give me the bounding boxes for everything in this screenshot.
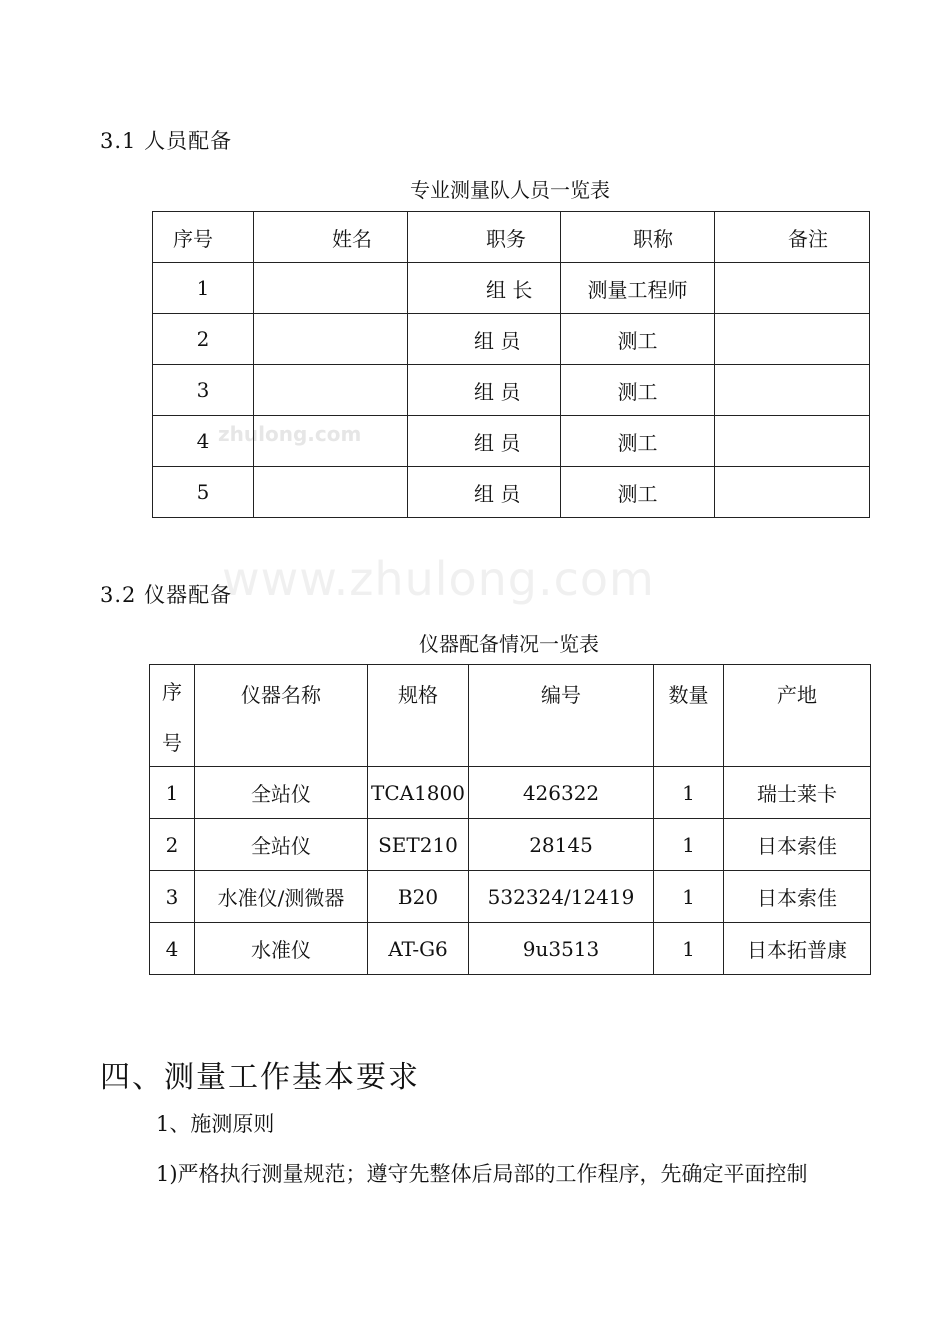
- instrument-header-name: 仪器名称: [195, 665, 368, 767]
- staff-cell-remarks: [715, 467, 870, 518]
- instrument-cell-origin: 日本索佳: [724, 871, 871, 923]
- watermark-small: zhulong.com: [218, 422, 362, 446]
- staff-table: [152, 211, 870, 518]
- section-3-1-heading: 3.1 人员配备: [100, 129, 233, 153]
- instrument-header-spec: 规格: [368, 665, 469, 767]
- instrument-header-serial: 编号: [469, 665, 654, 767]
- table-row: [150, 767, 871, 819]
- watermark-large: www.zhulong.com: [222, 552, 655, 606]
- instrument-cell-quantity: 1: [654, 923, 724, 975]
- staff-cell-remarks: [715, 263, 870, 314]
- section-4-heading: 四、测量工作基本要求: [100, 1060, 420, 1095]
- staff-cell-title: 测工: [561, 365, 715, 416]
- instrument-header-index-top: 序: [162, 680, 182, 704]
- staff-cell-title: 测工: [561, 467, 715, 518]
- instrument-cell-serial: 28145: [469, 819, 654, 871]
- instrument-cell-quantity: 1: [654, 819, 724, 871]
- instrument-table-caption: 仪器配备情况一览表: [419, 632, 599, 656]
- staff-cell-position: 组 员: [408, 416, 561, 467]
- instrument-cell-spec: B20: [368, 871, 469, 923]
- staff-header-title: 职称: [561, 212, 715, 263]
- staff-cell-position: 组 员: [408, 365, 561, 416]
- instrument-cell-quantity: 1: [654, 871, 724, 923]
- instrument-header-quantity: 数量: [654, 665, 724, 767]
- staff-header-index: 序号: [153, 212, 254, 263]
- instrument-cell-origin: 日本索佳: [724, 819, 871, 871]
- instrument-cell-name: 全站仪: [195, 819, 368, 871]
- staff-cell-title: 测工: [561, 416, 715, 467]
- staff-cell-position: 组 长: [408, 263, 561, 314]
- table-row: [153, 416, 870, 467]
- staff-cell-index: 4: [153, 416, 254, 467]
- instrument-table: [149, 664, 871, 975]
- table-row: [150, 819, 871, 871]
- instrument-cell-serial: 532324/12419: [469, 871, 654, 923]
- staff-cell-position: 组 员: [408, 314, 561, 365]
- staff-cell-title: 测工: [561, 314, 715, 365]
- instrument-cell-quantity: 1: [654, 767, 724, 819]
- staff-cell-name: [254, 365, 408, 416]
- staff-cell-index: 2: [153, 314, 254, 365]
- instrument-cell-spec: AT-G6: [368, 923, 469, 975]
- instrument-header-origin: 产地: [724, 665, 871, 767]
- staff-table-header-row: [153, 212, 870, 263]
- instrument-cell-index: 2: [150, 819, 195, 871]
- staff-cell-name: [254, 467, 408, 518]
- staff-cell-remarks: [715, 365, 870, 416]
- instrument-cell-origin: 日本拓普康: [724, 923, 871, 975]
- table-row: [150, 923, 871, 975]
- table-row: [153, 314, 870, 365]
- instrument-header-index: [150, 665, 195, 767]
- table-row: [153, 365, 870, 416]
- staff-header-remarks: 备注: [715, 212, 870, 263]
- staff-cell-remarks: [715, 314, 870, 365]
- section-4-sub-heading: 1、施测原则: [156, 1112, 275, 1136]
- section-4-paragraph: 1)严格执行测量规范；遵守先整体后局部的工作程序，先确定平面控制: [156, 1162, 808, 1186]
- staff-table-caption: 专业测量队人员一览表: [410, 178, 610, 202]
- instrument-cell-origin: 瑞士莱卡: [724, 767, 871, 819]
- table-row: [150, 871, 871, 923]
- staff-cell-position: 组 员: [408, 467, 561, 518]
- staff-cell-remarks: [715, 416, 870, 467]
- staff-cell-index: 3: [153, 365, 254, 416]
- instrument-cell-serial: 9u3513: [469, 923, 654, 975]
- instrument-cell-name: 全站仪: [195, 767, 368, 819]
- staff-header-name: 姓名: [254, 212, 408, 263]
- staff-cell-index: 5: [153, 467, 254, 518]
- instrument-cell-spec: TCA1800: [368, 767, 469, 819]
- staff-cell-name: [254, 416, 408, 467]
- section-3-2-heading: 3.2 仪器配备: [100, 583, 233, 607]
- instrument-cell-name: 水准仪: [195, 923, 368, 975]
- staff-cell-name: [254, 314, 408, 365]
- staff-header-position: 职务: [408, 212, 561, 263]
- table-row: [153, 263, 870, 314]
- instrument-cell-serial: 426322: [469, 767, 654, 819]
- instrument-header-index-bottom: 号: [162, 731, 182, 755]
- staff-cell-name: [254, 263, 408, 314]
- instrument-cell-spec: SET210: [368, 819, 469, 871]
- staff-cell-title: 测量工程师: [561, 263, 715, 314]
- instrument-cell-name: 水准仪/测微器: [195, 871, 368, 923]
- staff-cell-index: 1: [153, 263, 254, 314]
- instrument-cell-index: 3: [150, 871, 195, 923]
- table-row: [153, 467, 870, 518]
- instrument-table-header-row: [150, 665, 871, 767]
- instrument-cell-index: 1: [150, 767, 195, 819]
- instrument-cell-index: 4: [150, 923, 195, 975]
